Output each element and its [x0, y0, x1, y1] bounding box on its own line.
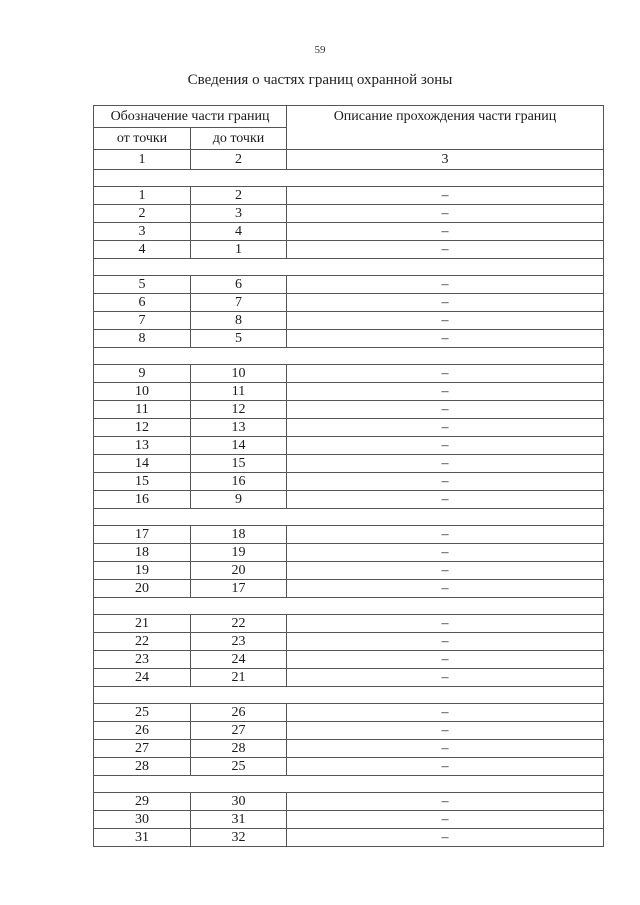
- table-row: [94, 758, 604, 776]
- from-point-cell: 19: [94, 562, 191, 580]
- table-row: [94, 615, 604, 633]
- group-separator-row: [94, 509, 604, 526]
- from-point-cell: 25: [94, 704, 191, 722]
- table-row: [94, 205, 604, 223]
- group-separator-row: [94, 598, 604, 615]
- table-row: [94, 455, 604, 473]
- group-separator-cell: [94, 259, 604, 276]
- description-cell: –: [287, 473, 604, 491]
- group-separator-cell: [94, 348, 604, 365]
- from-point-cell: 30: [94, 811, 191, 829]
- table-row: [94, 704, 604, 722]
- to-point-cell: 8: [191, 312, 287, 330]
- from-point-cell: 6: [94, 294, 191, 312]
- group-separator-cell: [94, 776, 604, 793]
- to-point-cell: 23: [191, 633, 287, 651]
- group-separator-row: [94, 687, 604, 704]
- group-separator-row: [94, 259, 604, 276]
- table-row: [94, 437, 604, 455]
- description-cell: –: [287, 829, 604, 847]
- group-separator-cell: [94, 598, 604, 615]
- to-point-cell: 21: [191, 669, 287, 687]
- from-point-cell: 1: [94, 187, 191, 205]
- page-number: 59: [314, 44, 326, 56]
- from-point-cell: 4: [94, 241, 191, 259]
- document-title: Сведения о частях границ охранной зоны: [187, 72, 453, 88]
- group-separator-row: [94, 170, 604, 187]
- description-cell: –: [287, 330, 604, 348]
- description-cell: –: [287, 294, 604, 312]
- to-point-cell: 4: [191, 223, 287, 241]
- description-cell: –: [287, 562, 604, 580]
- to-point-cell: 17: [191, 580, 287, 598]
- table-row: [94, 669, 604, 687]
- description-cell: –: [287, 633, 604, 651]
- table-row: [94, 401, 604, 419]
- group-separator-cell: [94, 170, 604, 187]
- table-row: [94, 312, 604, 330]
- from-point-cell: 16: [94, 491, 191, 509]
- table-row: [94, 294, 604, 312]
- to-point-cell: 31: [191, 811, 287, 829]
- table-row: [94, 491, 604, 509]
- to-point-cell: 24: [191, 651, 287, 669]
- to-point-cell: 7: [191, 294, 287, 312]
- from-point-cell: 13: [94, 437, 191, 455]
- from-point-cell: 7: [94, 312, 191, 330]
- description-cell: –: [287, 722, 604, 740]
- table-row: [94, 383, 604, 401]
- from-point-cell: 22: [94, 633, 191, 651]
- to-point-cell: 9: [191, 491, 287, 509]
- description-cell: –: [287, 455, 604, 473]
- description-cell: –: [287, 312, 604, 330]
- description-cell: –: [287, 276, 604, 294]
- description-cell: –: [287, 704, 604, 722]
- table-row: [94, 365, 604, 383]
- description-cell: –: [287, 580, 604, 598]
- to-point-cell: 25: [191, 758, 287, 776]
- description-cell: –: [287, 187, 604, 205]
- column-number: 2: [191, 150, 287, 170]
- table-row: [94, 544, 604, 562]
- to-point-cell: 32: [191, 829, 287, 847]
- table-body: [94, 170, 604, 847]
- to-point-cell: 12: [191, 401, 287, 419]
- to-point-cell: 11: [191, 383, 287, 401]
- group-separator-row: [94, 348, 604, 365]
- from-point-cell: 12: [94, 419, 191, 437]
- to-point-cell: 27: [191, 722, 287, 740]
- header-to-point: до точки: [191, 128, 287, 150]
- from-point-cell: 2: [94, 205, 191, 223]
- to-point-cell: 13: [191, 419, 287, 437]
- table-row: [94, 633, 604, 651]
- table-row: [94, 473, 604, 491]
- table-row: [94, 793, 604, 811]
- description-cell: –: [287, 419, 604, 437]
- description-cell: –: [287, 401, 604, 419]
- table-row: [94, 419, 604, 437]
- table-row: [94, 829, 604, 847]
- from-point-cell: 11: [94, 401, 191, 419]
- to-point-cell: 15: [191, 455, 287, 473]
- from-point-cell: 9: [94, 365, 191, 383]
- to-point-cell: 18: [191, 526, 287, 544]
- from-point-cell: 15: [94, 473, 191, 491]
- from-point-cell: 3: [94, 223, 191, 241]
- group-separator-cell: [94, 509, 604, 526]
- to-point-cell: 28: [191, 740, 287, 758]
- from-point-cell: 23: [94, 651, 191, 669]
- description-cell: –: [287, 383, 604, 401]
- table-row: [94, 562, 604, 580]
- to-point-cell: 16: [191, 473, 287, 491]
- table-row: [94, 580, 604, 598]
- to-point-cell: 30: [191, 793, 287, 811]
- from-point-cell: 14: [94, 455, 191, 473]
- boundary-parts-table: [93, 105, 604, 847]
- to-point-cell: 19: [191, 544, 287, 562]
- description-cell: –: [287, 205, 604, 223]
- table-row: [94, 330, 604, 348]
- from-point-cell: 21: [94, 615, 191, 633]
- from-point-cell: 27: [94, 740, 191, 758]
- description-cell: –: [287, 651, 604, 669]
- header-boundary-part-designation: Обозначение части границ: [94, 106, 287, 128]
- to-point-cell: 10: [191, 365, 287, 383]
- description-cell: –: [287, 740, 604, 758]
- description-cell: –: [287, 437, 604, 455]
- to-point-cell: 26: [191, 704, 287, 722]
- description-cell: –: [287, 669, 604, 687]
- table-row: [94, 241, 604, 259]
- to-point-cell: 20: [191, 562, 287, 580]
- table-row: [94, 722, 604, 740]
- column-number: 1: [94, 150, 191, 170]
- table-row: [94, 811, 604, 829]
- from-point-cell: 26: [94, 722, 191, 740]
- description-cell: –: [287, 365, 604, 383]
- from-point-cell: 28: [94, 758, 191, 776]
- column-number: 3: [287, 150, 604, 170]
- from-point-cell: 31: [94, 829, 191, 847]
- to-point-cell: 3: [191, 205, 287, 223]
- description-cell: –: [287, 758, 604, 776]
- to-point-cell: 5: [191, 330, 287, 348]
- from-point-cell: 5: [94, 276, 191, 294]
- from-point-cell: 18: [94, 544, 191, 562]
- description-cell: –: [287, 793, 604, 811]
- description-cell: –: [287, 526, 604, 544]
- table-row: [94, 740, 604, 758]
- description-cell: –: [287, 615, 604, 633]
- from-point-cell: 29: [94, 793, 191, 811]
- table-row: [94, 526, 604, 544]
- description-cell: –: [287, 811, 604, 829]
- from-point-cell: 24: [94, 669, 191, 687]
- from-point-cell: 10: [94, 383, 191, 401]
- table-row: [94, 187, 604, 205]
- table-row: [94, 223, 604, 241]
- table-row: [94, 276, 604, 294]
- group-separator-cell: [94, 687, 604, 704]
- group-separator-row: [94, 776, 604, 793]
- from-point-cell: 17: [94, 526, 191, 544]
- to-point-cell: 6: [191, 276, 287, 294]
- description-cell: –: [287, 544, 604, 562]
- table-row: [94, 651, 604, 669]
- to-point-cell: 2: [191, 187, 287, 205]
- header-boundary-description: Описание прохождения части границ: [287, 106, 604, 150]
- from-point-cell: 20: [94, 580, 191, 598]
- to-point-cell: 22: [191, 615, 287, 633]
- to-point-cell: 14: [191, 437, 287, 455]
- description-cell: –: [287, 223, 604, 241]
- to-point-cell: 1: [191, 241, 287, 259]
- header-from-point: от точки: [94, 128, 191, 150]
- description-cell: –: [287, 491, 604, 509]
- description-cell: –: [287, 241, 604, 259]
- from-point-cell: 8: [94, 330, 191, 348]
